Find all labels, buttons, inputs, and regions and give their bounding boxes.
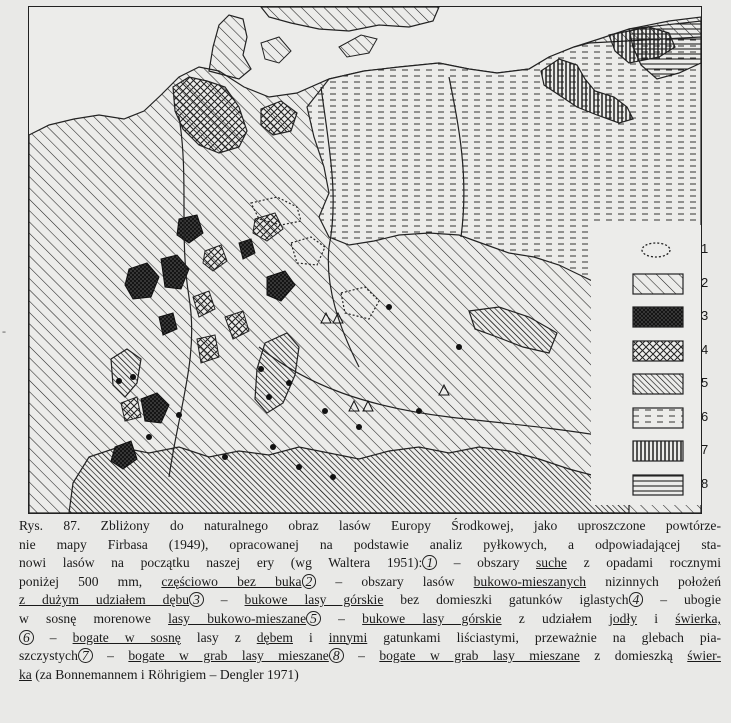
legend-swatch-horizontal-lines: [632, 474, 684, 496]
underlined-term: dębem: [256, 629, 293, 645]
legend-swatch-diagonal-sparse: [632, 273, 684, 295]
caption-line-7: [19, 629, 721, 648]
legend-number: 4: [701, 341, 709, 357]
caption-text: –: [33, 629, 73, 645]
caption-text: gatunkami liściastymi, przeważnie na glebach pia-: [367, 629, 722, 645]
caption-line-6: [19, 610, 721, 629]
caption-text: bez domieszki gatunków iglastych: [383, 592, 629, 608]
caption-text: – obszary lasów: [316, 573, 474, 589]
legend-swatch-dashed-horizontal: [632, 407, 684, 429]
forest-map: [28, 6, 709, 514]
caption-text: lasy z: [180, 629, 257, 645]
caption-text: w sosnę morenowe: [19, 610, 169, 626]
legend-item-3: [632, 306, 727, 328]
underlined-term: suche: [536, 555, 567, 571]
caption-text: nizinnych położeń: [586, 573, 721, 589]
circled-number: 2: [302, 574, 317, 589]
legend-swatch-diagonal-dense: [632, 373, 684, 395]
underlined-term: bogate w grab lasy mieszane: [379, 648, 580, 664]
underlined-term: świer-: [687, 648, 721, 664]
map-canvas: [29, 7, 701, 513]
caption-text: –: [343, 648, 380, 664]
underlined-term: bogate w grab lasy mieszane: [128, 648, 329, 664]
underlined-term: innymi: [328, 629, 368, 645]
caption-text: z udziałem: [501, 610, 610, 626]
legend-swatch-dark-crosshatch: [632, 306, 684, 328]
legend-number: 1: [701, 241, 709, 256]
legend-swatch-vertical-lines: [632, 440, 684, 462]
caption-line-8: [19, 647, 721, 666]
margin-mark: -: [2, 324, 6, 338]
underlined-term: bukowe lasy górskie: [362, 610, 502, 626]
caption-text: – ubogie: [643, 592, 722, 608]
caption-text: z domieszką: [579, 648, 688, 664]
caption-text: z opadami rocznymi: [566, 555, 721, 571]
underlined-term: z dużym udziałem dębu: [19, 592, 190, 608]
underlined-term: częściowo bez buka: [161, 573, 302, 589]
circled-number: 4: [629, 592, 644, 607]
legend-item-8: [632, 474, 727, 496]
caption-text: –: [320, 610, 363, 626]
caption-line-4: [19, 573, 721, 592]
legend-number: 6: [701, 408, 709, 424]
caption-text: poniżej 500 mm,: [19, 573, 162, 589]
caption-text: i: [637, 610, 676, 626]
circled-number: 5: [306, 611, 321, 626]
legend-item-5: [632, 373, 727, 395]
caption-line-5: [19, 591, 721, 610]
underlined-term: bogate w sosnę: [72, 629, 181, 645]
legend-swatch-dotted-outline: [632, 239, 684, 261]
underlined-term: ka: [19, 666, 32, 682]
caption-line-2: nie mapy Firbasa (1949), opracowanej na podstawie analiz pyłkowych, a odpowiadającej sta-: [19, 536, 721, 552]
caption-text: –: [203, 592, 245, 608]
caption-line-3: [19, 554, 721, 573]
legend-number: 2: [701, 274, 709, 290]
caption-text: (za Bonnemannem i Röhrigiem – Dengler 1971): [31, 666, 299, 682]
legend-item-1: [632, 239, 727, 261]
circled-number: 6: [19, 630, 34, 645]
legend-number: 3: [701, 308, 709, 323]
legend-item-6: [632, 407, 727, 429]
circled-number: 8: [329, 648, 344, 663]
underlined-term: bukowe lasy górskie: [244, 592, 384, 608]
underlined-term: jodły: [609, 610, 638, 626]
legend-number: 8: [701, 475, 709, 491]
legend: [632, 239, 727, 499]
caption-text: szczystych: [19, 648, 78, 664]
underlined-term: bukowo-mieszanych: [473, 573, 587, 589]
legend-swatch-crosshatch: [632, 340, 684, 362]
caption-line-9: [19, 666, 721, 685]
caption-text: –: [92, 648, 129, 664]
caption-text: – obszary: [437, 555, 537, 571]
caption-text: nowi lasów na początku naszej ery (wg Waltera 1951):: [19, 555, 423, 571]
figure-caption: [19, 517, 721, 684]
caption-line-1: Rys. 87. Zbliżony do naturalnego obraz lasów Europy Środkowej, jako uproszczone powtórze-: [19, 518, 721, 533]
circled-number: 7: [78, 648, 93, 663]
circled-number: 3: [189, 592, 204, 607]
legend-number: 5: [701, 375, 709, 390]
caption-text: i: [292, 629, 329, 645]
circled-number: 1: [422, 555, 437, 570]
underlined-term: lasy bukowo-mieszane: [168, 610, 307, 626]
legend-item-2: [632, 273, 727, 295]
underlined-term: świerka,: [675, 610, 721, 626]
legend-item-7: [632, 440, 727, 462]
legend-item-4: [632, 340, 727, 362]
legend-number: 7: [701, 442, 709, 457]
